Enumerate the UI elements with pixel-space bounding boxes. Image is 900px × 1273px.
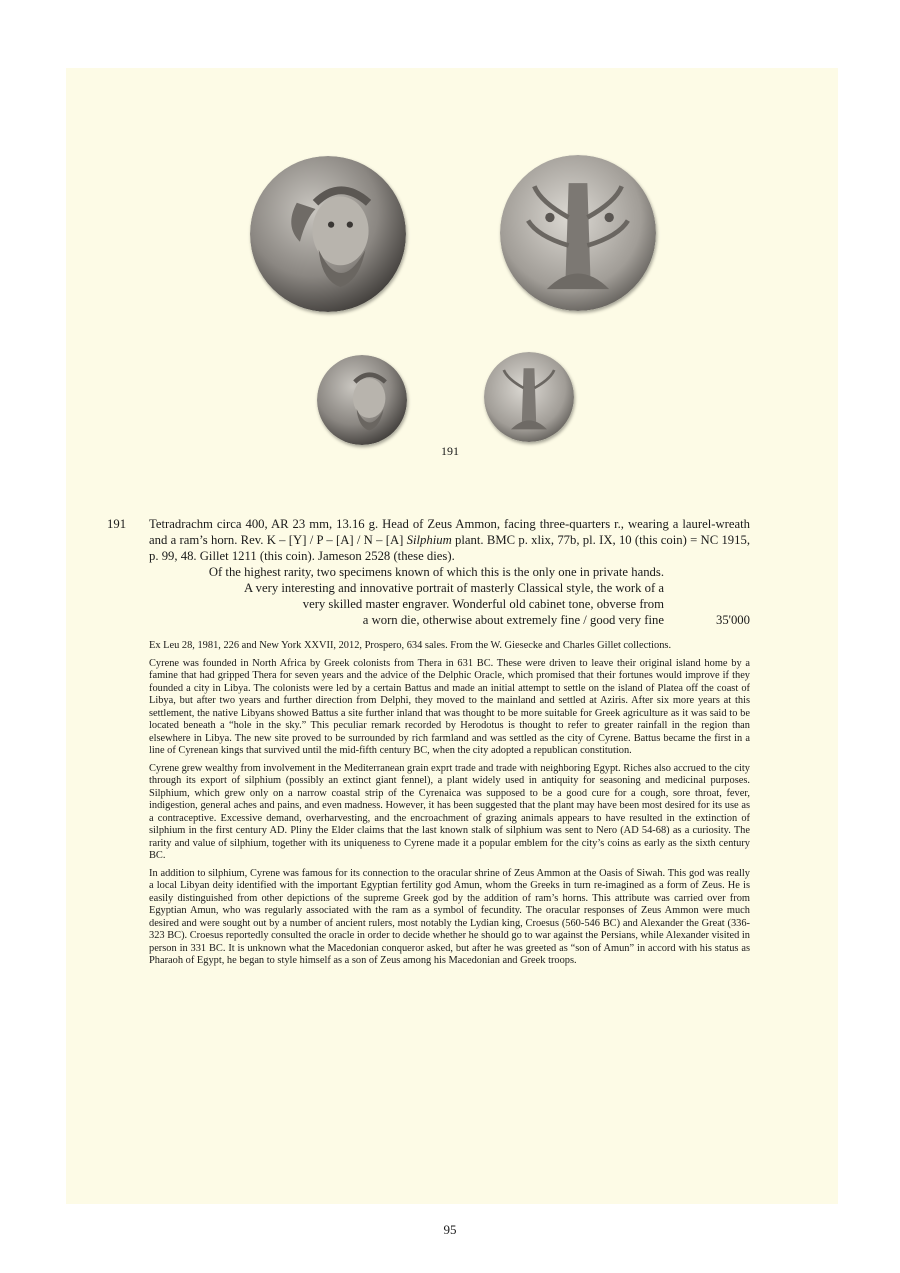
- lot-estimate-price: 35'000: [715, 613, 750, 627]
- condition-line: A very interesting and innovative portrait of masterly Classical style, the work of a: [244, 581, 664, 595]
- notes-paragraph: Cyrene grew wealthy from involvement in the Mediterranean grain exprt trade and trade with neighboring Egypt. Riches also accrued to the city through its export of silphium (possibly an extinct giant fennel), a plant widely used in antiquity for seasoning and medicinal purposes. Silphium, which grew only on a narrow coastal strip of the Cyrenaica was supposed to be a good cure for a cough, sore throat, fever, indigestion, general aches and pains, and even madness. However, it has been suggested that the plant may have been most desired for its use as a contraceptive. Excessive demand, overharvesting, and the encroachment of grazing animals appears to have resulted in the extinction of silphium in the first century AD. Pliny the Elder claims that the last known stalk of silphium was sent to Nero (AD 54-68) as a curiosity. The rarity and value of silphium, together with its uniqueness to Cyrene made it a popular emblem for the city’s coins as early as the sixth century BC.: [149, 762, 750, 861]
- lot-description-text: plant. BMC p. xlix, 77b, pl. IX, 10 (this coin) = NC 1915, p. 99, 48. Gillet 1211 (this coin). Jameson 2528 (these dies).: [149, 533, 750, 563]
- condition-line: very skilled master engraver. Wonderful old cabinet tone, obverse from: [302, 597, 664, 611]
- notes-paragraph: In addition to silphium, Cyrene was famous for its connection to the oracular shrine of Zeus Ammon at the Oasis of Siwah. This god was really a local Libyan deity identified with the important Egyptian fertility god Amun, whom the Greeks in turn re-imagined as a form of Zeus. He is easily distinguished from other depictions of the supreme Greek god by the addition of ram’s horns. This attribute was carried over from Egyptian Amun, who was regularly associated with the ram as a symbol of fecundity. The oracular responses of Zeus Ammon were much desired and were sought out by a number of ancient rulers, most notably the Lydian king, Croesus (560-546 BC) and Alexander the Great (336-323 BC). Croesus reportedly consulted the oracle in order to decide whether he should go to war against the Persians, while Alexander visited in person in 331 BC. It is unknown what the Macedonian conqueror asked, but after he was greeted as “son of Amun” in accord with his status as Pharaoh of Egypt, he began to style himself as a son of Zeus among his Macedonian and Greek troops.: [149, 867, 750, 966]
- page-number: 95: [443, 1222, 457, 1237]
- condition-line: a worn die, otherwise about extremely fine / good very fine: [362, 613, 664, 627]
- notes-paragraph: Cyrene was founded in North Africa by Greek colonists from Thera in 631 BC. These were driven to leave their original island home by a famine that had gripped Thera for seven years and the advice of the Delphic Oracle, which promised that their fortunes would improve if they founded a city in Libya. The colonists were led by a certain Battus and made an initial attempt to settle on the island of Platea off the coast of Libya, but after two years and further direction from Delphi, they moved to the mainland and settled at Aziris. After six more years at this settlement, the native Libyans showed Battus a site further inland that was thought to be more suitable for Greek agriculture as it was said to be located beneath a “hole in the sky.” This peculiar remark recorded by Herodotus is thought to refer to greater rainfall in the region than elsewhere in Libya. The new site proved to be surrounded by rich farmland and was settled as the city of Cyrene. Battus became the first in a line of Cyrenean kings that survived until the mid-fifth century BC, when the city adopted a republican constitution.: [149, 657, 750, 756]
- zeus-ammon-head-icon: [250, 156, 406, 312]
- coin-reverse-actual-size-image: [484, 352, 574, 442]
- coin-reverse-large-image: [500, 155, 656, 311]
- silphium-plant-icon: [500, 155, 656, 311]
- lot-description-text: Tetradrachm circa 400, AR 23 mm, 13.16 g. Head of Zeus Ammon, facing three-quarters r., wearing a laurel-wreath and a ram’s horn. Rev. K – [Y] / P – [A] / N – [A]: [149, 517, 750, 547]
- lot-number: 191: [107, 517, 127, 531]
- plate-number: 191: [441, 444, 459, 458]
- provenance-paragraph: Ex Leu 28, 1981, 226 and New York XXVII, 2012, Prospero, 634 sales. From the W. Giesecke and Charles Gillet collections.: [149, 640, 672, 651]
- catalogue-plate-background: [66, 68, 838, 1204]
- silphium-plant-icon: [484, 352, 574, 442]
- lot-description-italic: Silphium: [406, 533, 452, 547]
- lot-description: [149, 516, 750, 564]
- coin-obverse-large-image: [250, 156, 406, 312]
- condition-line: Of the highest rarity, two specimens known of which this is the only one in private hands.: [208, 565, 664, 579]
- zeus-ammon-head-icon: [317, 355, 407, 445]
- lot-notes: [149, 640, 750, 973]
- coin-obverse-actual-size-image: [317, 355, 407, 445]
